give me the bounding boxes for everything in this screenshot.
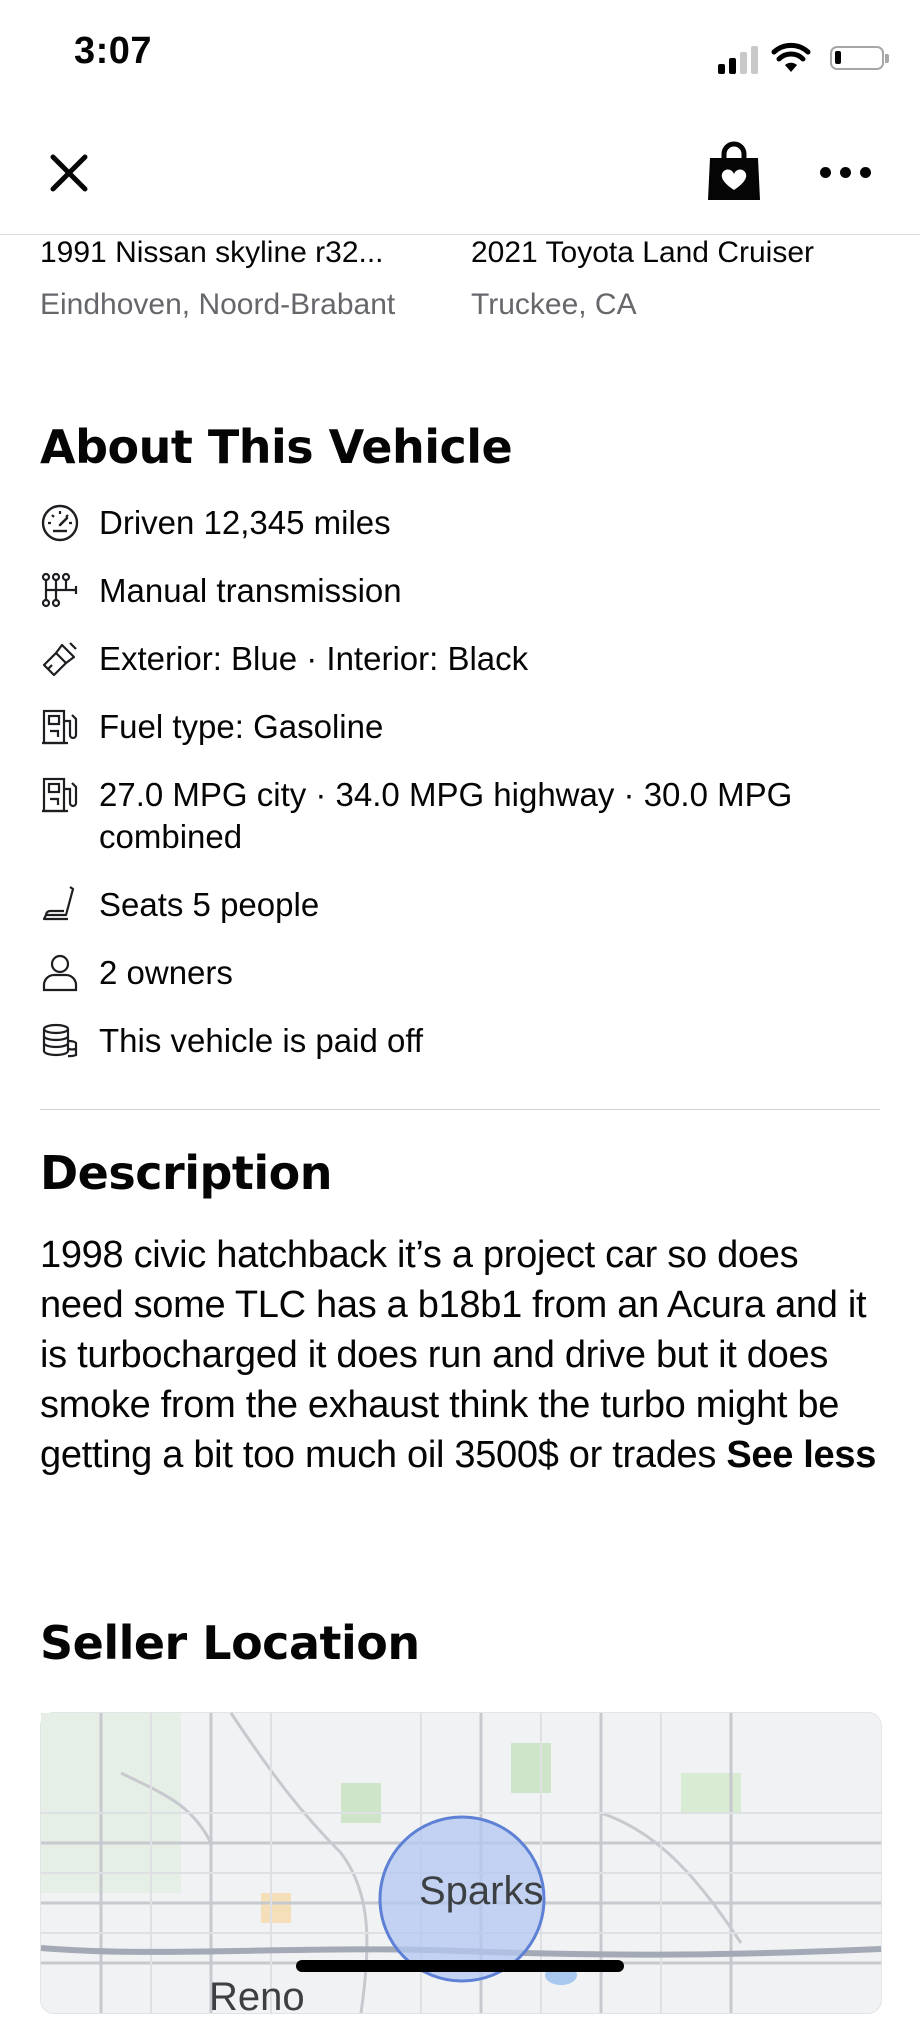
status-time: 3:07 — [74, 30, 153, 72]
coins-stack-icon — [40, 1021, 80, 1061]
close-icon — [49, 153, 89, 193]
top-navigation-bar — [0, 110, 920, 235]
close-button[interactable] — [44, 148, 94, 198]
status-bar — [0, 0, 920, 110]
shopping-bag-heart-icon — [706, 142, 762, 202]
see-less-button[interactable]: See less — [726, 1434, 877, 1476]
spec-text: 2 owners — [99, 954, 233, 991]
fuel-pump-icon — [40, 707, 80, 747]
section-divider — [40, 1109, 880, 1110]
wifi-icon — [772, 44, 810, 74]
speedometer-icon — [40, 503, 80, 543]
map-label-reno: Reno — [209, 1975, 305, 2019]
spec-text: Exterior: Blue · Interior: Black — [99, 640, 529, 677]
paintbrush-icon — [40, 639, 80, 679]
more-dot — [860, 167, 871, 178]
spec-seats — [40, 884, 900, 926]
listing-title: 2021 Toyota Land Cruiser — [471, 236, 815, 269]
transmission-icon — [40, 571, 80, 611]
more-horizontal-icon — [820, 167, 831, 178]
about-vehicle-heading: About This Vehicle — [40, 420, 513, 474]
spec-mileage — [40, 502, 900, 544]
vehicle-specs-list — [40, 502, 900, 1088]
map-label-sparks: Sparks — [419, 1869, 544, 1913]
seller-location-heading: Seller Location — [40, 1616, 420, 1670]
spec-paid-off — [40, 1020, 900, 1062]
listing-location: Eindhoven, Noord-Brabant — [40, 288, 396, 321]
spec-owners — [40, 952, 900, 994]
spec-fuel-type — [40, 706, 900, 748]
spec-text: Fuel type: Gasoline — [99, 708, 384, 745]
spec-text: This vehicle is paid off — [99, 1022, 424, 1059]
battery-icon — [830, 46, 884, 70]
spec-colors — [40, 638, 900, 680]
person-icon — [40, 953, 80, 993]
fuel-pump-icon — [40, 775, 80, 815]
home-indicator[interactable] — [296, 1960, 624, 1972]
spec-text: Driven 12,345 miles — [99, 504, 391, 541]
spec-text: Manual transmission — [99, 572, 402, 609]
description-body: 1998 civic hatchback it’s a project car so does need some TLC has a b18b1 from an Acura and it is turbocharged it does run and drive but it does smoke from the exhaust think the turbo might be getting a bit too much oil 3500$ or trades — [40, 1234, 867, 1476]
cellular-signal-icon — [718, 44, 758, 74]
listing-location: Truckee, CA — [471, 288, 637, 321]
more-dot — [840, 167, 851, 178]
spec-mpg — [40, 774, 900, 858]
description-text — [40, 1230, 890, 1480]
spec-text: 27.0 MPG city · 34.0 MPG highway · 30.0 MPG combined — [99, 776, 793, 855]
listing-title: 1991 Nissan skyline r32... — [40, 236, 384, 269]
description-heading: Description — [40, 1146, 333, 1200]
more-options-button[interactable] — [820, 160, 880, 184]
seat-icon — [40, 885, 80, 925]
saved-items-button[interactable] — [706, 142, 762, 202]
spec-transmission — [40, 570, 900, 612]
spec-text: Seats 5 people — [99, 886, 320, 923]
status-icons — [718, 38, 884, 74]
